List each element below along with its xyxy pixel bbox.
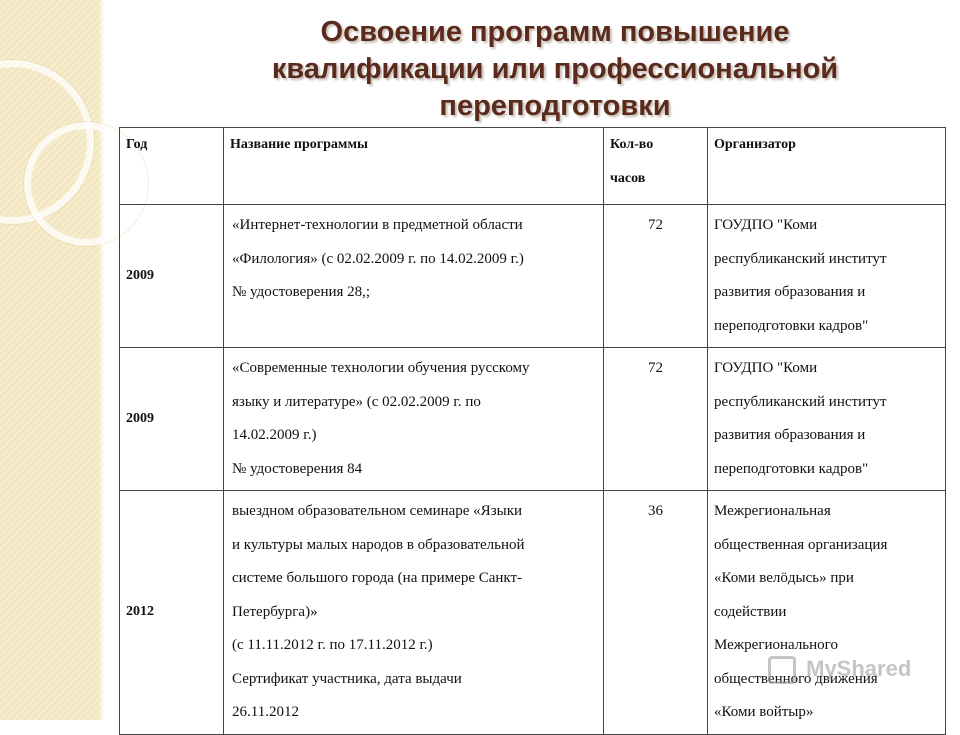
header-program: Название программы — [224, 128, 604, 205]
mysharing-logo-icon — [768, 656, 796, 684]
header-hours: Кол-во часов — [604, 128, 708, 205]
title-line: квалификации или профессиональной — [271, 53, 839, 85]
cell-organizer: Межрегиональная общественная организация «Коми велӧдысь» при содействии Межрегионального общественного движения «Коми войтыр» — [708, 491, 946, 735]
title-line: переподготовки — [439, 90, 671, 122]
cell-year: 2009 — [120, 348, 224, 491]
cell-organizer: ГОУДПО "Коми республиканский институт развития образования и переподготовки кадров" — [708, 348, 946, 491]
cell-hours: 72 — [604, 205, 708, 348]
header-organizer: Организатор — [708, 128, 946, 205]
cell-hours: 36 — [604, 491, 708, 735]
cell-program: «Современные технологии обучения русскому языку и литературе» (с 02.02.2009 г. по 14.02.2009 г.) № удостоверения 84 — [224, 348, 604, 491]
cell-organizer: ГОУДПО "Коми республиканский институт развития образования и переподготовки кадров" — [708, 205, 946, 348]
table-row — [120, 205, 946, 348]
watermark — [768, 656, 938, 692]
training-table — [119, 127, 946, 735]
cell-program: выездном образовательном семинаре «Языки и культуры малых народов в образовательной системе большого города (на примере Санкт- Петербурга)» (с 11.11.2012 г. по 17.11.2012 г.) Сертификат участника, дата выдачи 26.11.2012 — [224, 491, 604, 735]
decorative-side-band — [0, 0, 104, 720]
table-header-row — [120, 128, 946, 205]
watermark-text: MyShared — [806, 656, 912, 681]
title-line: Освоение программ повышение — [320, 16, 790, 48]
table-row — [120, 491, 946, 735]
cell-year: 2009 — [120, 205, 224, 348]
header-year: Год — [120, 128, 224, 205]
slide-title — [150, 14, 960, 125]
cell-hours: 72 — [604, 348, 708, 491]
cell-year: 2012 — [120, 491, 224, 735]
table-row — [120, 348, 946, 491]
cell-program: «Интернет-технологии в предметной области «Филология» (с 02.02.2009 г. по 14.02.2009 г.) № удостоверения 28,; — [224, 205, 604, 348]
